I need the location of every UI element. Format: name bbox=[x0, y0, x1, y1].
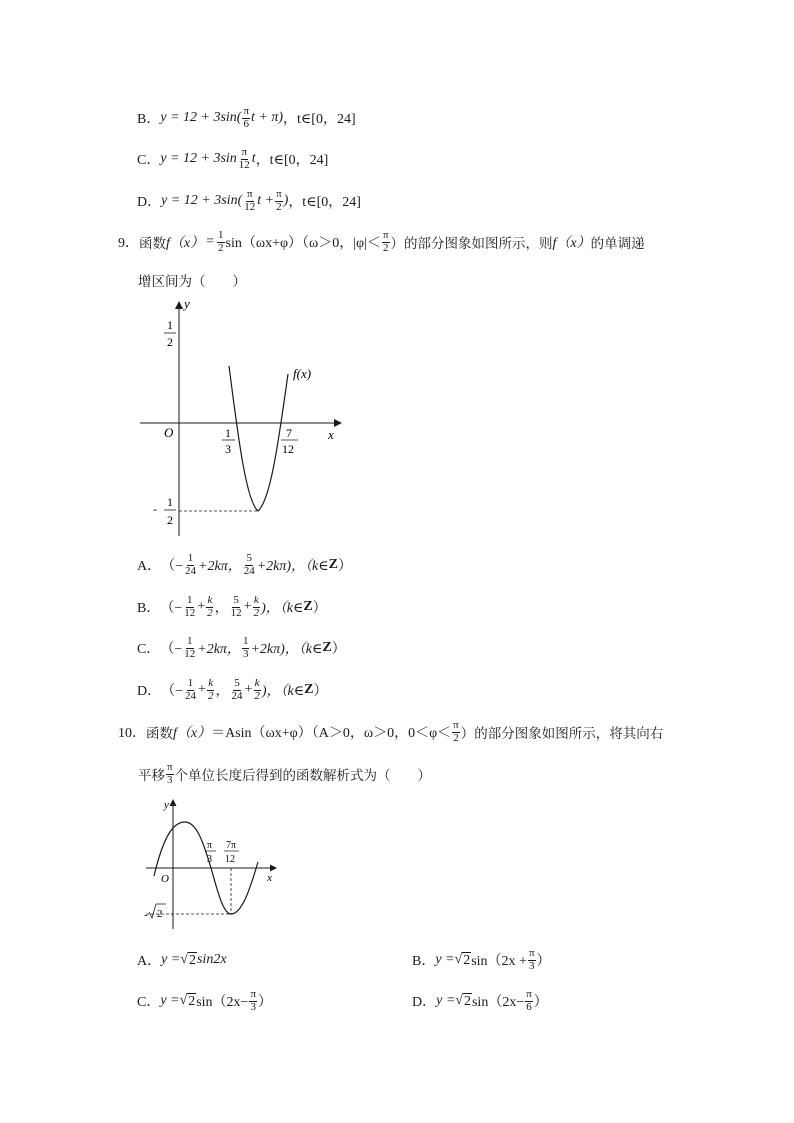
y-tick-bottom-sign: - bbox=[153, 502, 157, 516]
q9-option-d[interactable]: D． （− $\frac{1}{24}$ + $\frac{k}{2}$ ， $\frac{5}{24}$ + $\frac{k}{2}$ )，（k∈ Z ） bbox=[137, 676, 328, 702]
y-tick-sign: - bbox=[144, 909, 148, 921]
question-number: 10． bbox=[118, 726, 146, 741]
q9-stem-line2: 增区间为（ ） bbox=[138, 274, 246, 290]
option-letter: B． bbox=[137, 112, 161, 127]
y-axis-label: y bbox=[164, 799, 169, 811]
x-axis-label: x bbox=[328, 427, 334, 442]
fraction: $\frac{\pi}{2}$ bbox=[382, 228, 389, 254]
x-tick-1-num: π bbox=[207, 840, 213, 851]
q9-option-c[interactable]: C． （− $\frac{1}{12}$ +2kπ， $\frac{1}{3}$ +2kπ)，（k∈ Z ） bbox=[137, 634, 346, 660]
q8-option-c[interactable]: C． y = 12 + 3sin $\frac{\pi}{12}$ t ，t∈[0，24] bbox=[137, 145, 329, 171]
q8-option-d[interactable]: D． y = 12 + 3sin( $\frac{\pi}{12}$ t + $\frac{\pi}{2}$ ) ，t∈[0，24] bbox=[137, 187, 361, 213]
q10-option-d[interactable]: D． y = √ 2 sin（2x− $\frac{\pi}{6}$ ） bbox=[412, 987, 548, 1013]
x-tick-1-num: 1 bbox=[225, 426, 231, 440]
y-tick-bottom-num: 1 bbox=[167, 495, 173, 509]
sqrt: √ 2 bbox=[455, 992, 471, 1009]
q10-stem-line1: 10． 函数 f（x） ＝Asin（ωx+φ）（A＞0，ω＞0，0＜φ＜ $\frac{\pi}{2}$ ）的部分图象如图所示，将其向右 bbox=[118, 718, 664, 744]
fraction: $\frac{\pi}{3}$ bbox=[167, 760, 173, 786]
q9-graph bbox=[138, 296, 353, 541]
sqrt: √ 2 bbox=[180, 951, 196, 968]
option-letter: B． bbox=[412, 954, 436, 969]
option-letter: C． bbox=[137, 642, 161, 657]
function-curve bbox=[229, 366, 288, 511]
curve-label: f(x) bbox=[293, 366, 312, 381]
option-letter: D． bbox=[137, 684, 162, 699]
x-tick-2-den: 12 bbox=[282, 442, 294, 456]
y-tick-top-den: 2 bbox=[167, 335, 173, 349]
option-letter: D． bbox=[412, 995, 437, 1010]
x-tick-1-den: 3 bbox=[225, 442, 231, 456]
option-letter: C． bbox=[137, 153, 161, 168]
x-axis-label: x bbox=[267, 872, 272, 884]
option-letter: D． bbox=[137, 195, 162, 210]
fraction: $\frac{\pi}{2}$ bbox=[453, 718, 459, 744]
x-tick-2-den: 12 bbox=[225, 854, 235, 865]
fraction: $\frac{\pi}{12}$ bbox=[244, 187, 256, 213]
sqrt: √ 2 bbox=[179, 992, 196, 1009]
sqrt: √ 2 bbox=[454, 951, 471, 968]
y-axis-label: y bbox=[184, 296, 190, 311]
y-tick-top-num: 1 bbox=[167, 318, 173, 332]
fraction: $\frac{1}{2}$ bbox=[218, 228, 224, 254]
fraction: $\frac{\pi}{6}$ bbox=[243, 104, 250, 130]
x-tick-2-num: 7 bbox=[286, 426, 292, 440]
q10-option-a[interactable]: A． y = √ 2 sin2x bbox=[137, 951, 227, 969]
q8-option-b[interactable]: B． y = 12 + 3sin( $\frac{\pi}{6}$ t + π) ，t∈[0，24] bbox=[137, 104, 356, 130]
option-letter: B． bbox=[137, 601, 161, 616]
y-tick-bottom-den: 2 bbox=[167, 513, 173, 527]
q10-graph bbox=[140, 794, 282, 934]
q10-stem-line2: 平移 $\frac{\pi}{3}$ 个单位长度后得到的函数解析式为（ ） bbox=[138, 760, 432, 786]
option-letter: A． bbox=[137, 954, 162, 969]
origin-label: O bbox=[161, 873, 169, 885]
x-tick-2-num: 7π bbox=[226, 840, 237, 851]
fraction: $\frac{\pi}{12}$ bbox=[238, 145, 250, 171]
q9-option-b[interactable]: B． （− $\frac{1}{12}$ + $\frac{k}{2}$ ， $\frac{5}{12}$ + $\frac{k}{2}$ )，（k∈ Z ） bbox=[137, 593, 327, 619]
option-letter: A． bbox=[137, 559, 162, 574]
q10-option-c[interactable]: C． y = √ 2 sin（2x− $\frac{\pi}{3}$ ） bbox=[137, 987, 272, 1013]
y-tick-radicand: 2 bbox=[157, 908, 163, 920]
q9-stem-line1: 9． 函数 f（x） = $\frac{1}{2}$ sin（ωx+φ）（ω＞0，|φ|＜ $\frac{\pi}{2}$ ）的部分图象如图所示，则 f（x） 的单调递 bbox=[118, 228, 645, 254]
question-number: 9． bbox=[118, 236, 139, 251]
fraction: $\frac{\pi}{2}$ bbox=[276, 187, 282, 213]
q9-option-a[interactable]: A． （− $\frac{1}{24}$ +2kπ， $\frac{5}{24}$ +2kπ)，（k∈ Z ） bbox=[137, 551, 352, 577]
x-tick-1-den: 3 bbox=[207, 854, 212, 865]
q10-option-b[interactable]: B． y = √ 2 sin（2x + $\frac{\pi}{3}$ ） bbox=[412, 946, 551, 972]
option-letter: C． bbox=[137, 995, 161, 1010]
origin-label: O bbox=[164, 425, 174, 440]
